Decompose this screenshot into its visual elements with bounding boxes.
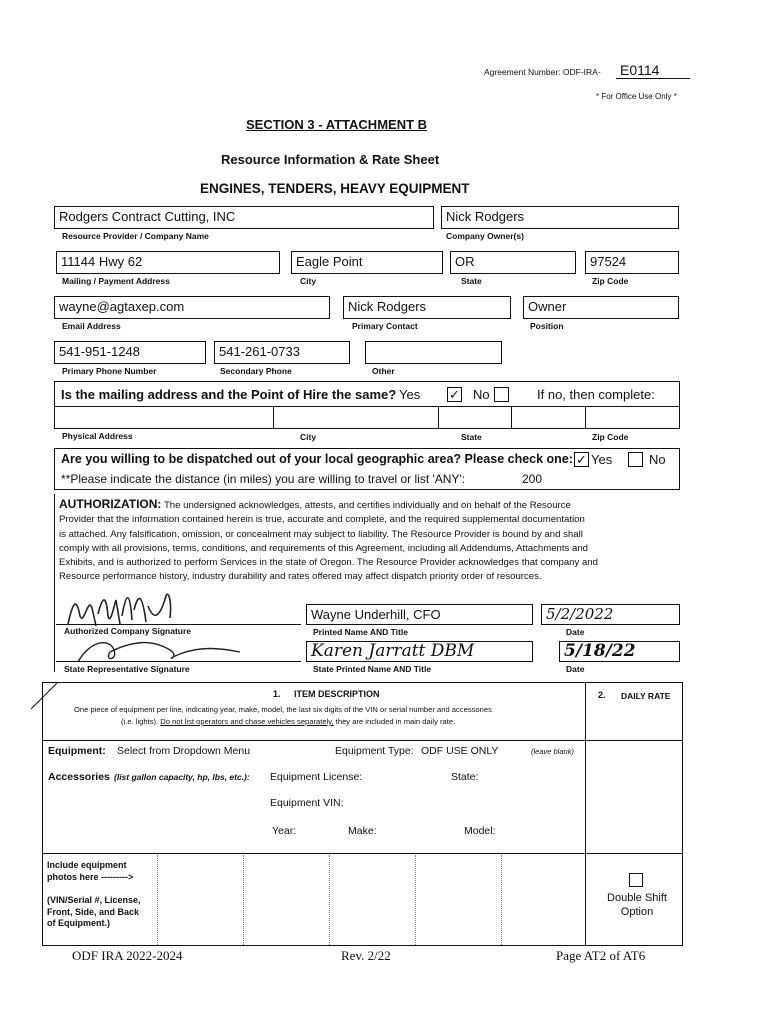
agreement-number-label: Agreement Number: ODF-IRA- [484, 67, 601, 77]
zip-label: Zip Code [592, 276, 629, 286]
physical-state-label: State [461, 432, 482, 442]
owner-field[interactable]: Nick Rodgers [441, 206, 679, 229]
photos-line-3: (VIN/Serial #, License, [47, 895, 141, 905]
authorization-line-4: comply with all provisions, terms, conditions, and requirements of this Agreement, including all Addendums, Attachments and [59, 542, 588, 554]
double-shift-line-1: Double Shift [607, 892, 667, 904]
dispatch-no-checkbox[interactable] [628, 452, 643, 467]
dispatch-question: Are you willing to be dispatched out of your local geographic area? Please check one: [61, 452, 573, 466]
photos-line-2: photos here ---------> [47, 871, 134, 882]
equipment-select[interactable]: Select from Dropdown Menu [117, 745, 251, 757]
photo-slot-divider [415, 855, 416, 945]
agreement-number-value[interactable]: E0114 [620, 62, 660, 78]
photos-instructions [47, 860, 141, 930]
double-shift-checkbox[interactable] [629, 873, 643, 887]
item-number: 1. [273, 689, 281, 699]
corner-stroke [29, 681, 59, 711]
authorization-line-1: The undersigned acknowledges, attests, and certifies individually and on behalf of the Resource [163, 500, 571, 511]
company-date-label: Date [566, 627, 585, 637]
physical-city-label: City [300, 432, 317, 442]
accessories-hint: (list gallon capacity, hp, lbs, etc.): [114, 772, 250, 782]
item-desc-post: they are included in main daily rate. [335, 717, 456, 726]
printed-name-label: Printed Name AND Title [313, 627, 408, 637]
state-date-label: Date [566, 664, 585, 674]
printed-name-field[interactable]: Wayne Underhill, CFO [306, 604, 533, 625]
state-signature-label: State Representative Signature [64, 664, 190, 674]
double-shift-line-2: Option [620, 906, 654, 918]
photo-slot-divider [501, 855, 502, 945]
office-use-note: * For Office Use Only * [596, 92, 677, 101]
primary-phone-field[interactable]: 541-951-1248 [54, 341, 206, 364]
authorization-line-3: is attached. Any falsification, omission, or concealment may subject to liability. The Resource Provider is bound by and shall [59, 528, 583, 540]
photos-line-1: Include equipment [47, 860, 127, 870]
distance-note: **Please indicate the distance (in miles) you are willing to travel or list 'ANY': [61, 472, 466, 486]
rate-heading: DAILY RATE [621, 691, 671, 701]
city-label: City [300, 276, 317, 286]
equipment-vin-label[interactable]: Equipment VIN: [270, 797, 344, 809]
state-date-field[interactable]: 5/18/22 [559, 641, 680, 662]
footer-right: Page AT2 of AT6 [556, 948, 646, 963]
secondary-phone-label: Secondary Phone [220, 366, 292, 376]
company-name-label: Resource Provider / Company Name [62, 231, 209, 241]
point-of-hire-no-label: No [473, 387, 490, 402]
year-label[interactable]: Year: [272, 825, 297, 837]
dispatch-no-label: No [649, 452, 666, 467]
mailing-address-label: Mailing / Payment Address [62, 276, 170, 286]
equipment-label: Equipment: [48, 745, 106, 757]
authorization-line-5: Exhibits, and is authorized to perform Services in the state of Oregon. The Resource Provider acknowledges that company and [59, 557, 598, 569]
authorization-block [54, 497, 680, 587]
item-desc-underlined: Do not list operators and chase vehicles separately, [160, 717, 334, 726]
dispatch-yes-label: Yes [591, 452, 613, 467]
email-label: Email Address [62, 321, 121, 331]
company-date-field[interactable]: 5/2/2022 [541, 604, 680, 625]
footer-left: ODF IRA 2022-2024 [72, 948, 183, 963]
physical-address-divider [273, 406, 274, 428]
dispatch-section [54, 448, 680, 490]
state-label: State [461, 276, 482, 286]
item-heading: ITEM DESCRIPTION [294, 689, 380, 699]
point-of-hire-section [54, 381, 680, 429]
point-of-hire-question: Is the mailing address and the Point of Hire the same? [61, 387, 397, 402]
accessories-label: Accessories [48, 771, 110, 783]
authorization-line-6: Resource performance history, industry durability and rates offered may affect dispatch priority order of resources. [59, 571, 542, 583]
owner-label: Company Owner(s) [446, 231, 524, 241]
authorization-line-2: Provider that the information contained herein is true, accurate and complete, and the required supplemental documentation [59, 514, 585, 526]
point-of-hire-no-checkbox[interactable] [494, 387, 509, 402]
item-desc-line-2 [121, 717, 455, 726]
position-label: Position [530, 321, 564, 331]
secondary-phone-field[interactable]: 541-261-0733 [214, 341, 350, 364]
point-of-hire-yes-checkbox[interactable]: ✓ [447, 387, 462, 402]
city-field[interactable]: Eagle Point [291, 251, 443, 274]
item-table [42, 682, 683, 946]
leave-blank-note: (leave blank) [531, 747, 574, 756]
item-desc-pre: (i.e. lights). [121, 717, 159, 726]
physical-address-label: Physical Address [62, 431, 133, 441]
agreement-number-row [484, 62, 690, 80]
double-shift-label [591, 891, 683, 919]
item-desc-line-1: One piece of equipment per line, indicating year, make, model, the last six digits of the VIN or serial number and accessories [74, 705, 492, 714]
primary-phone-label: Primary Phone Number [62, 366, 157, 376]
point-of-hire-yes-label: Yes [399, 387, 421, 402]
state-field[interactable]: OR [450, 251, 576, 274]
footer-center: Rev. 2/22 [341, 948, 391, 963]
make-label[interactable]: Make: [348, 825, 377, 837]
photo-slot-divider [157, 855, 158, 945]
physical-zip-label: Zip Code [592, 432, 629, 442]
distance-value[interactable]: 200 [522, 472, 543, 486]
photo-slot-divider [243, 855, 244, 945]
company-name-field[interactable]: Rodgers Contract Cutting, INC [54, 206, 434, 229]
email-field[interactable]: wayne@agtaxep.com [54, 296, 330, 319]
subtitle: Resource Information & Rate Sheet [221, 152, 440, 167]
photo-slot-divider [329, 855, 330, 945]
equipment-type-label: Equipment Type: [335, 745, 414, 757]
company-signature-label: Authorized Company Signature [64, 626, 192, 636]
mailing-address-field[interactable]: 11144 Hwy 62 [56, 251, 280, 274]
state-printed-name-field[interactable]: Karen Jarratt DBM [306, 641, 533, 662]
state-printed-name-label: State Printed Name AND Title [313, 664, 432, 674]
model-label[interactable]: Model: [464, 825, 496, 837]
equipment-type-value: ODF USE ONLY [421, 745, 499, 757]
other-label: Other [372, 366, 395, 376]
photos-line-5: of Equipment.) [47, 918, 110, 928]
position-field[interactable]: Owner [523, 296, 679, 319]
authorization-heading: AUTHORIZATION: [59, 497, 162, 511]
license-state-label[interactable]: State: [451, 771, 479, 783]
primary-contact-label: Primary Contact [352, 321, 418, 331]
other-field[interactable] [365, 341, 502, 364]
equipment-license-label[interactable]: Equipment License: [270, 771, 363, 783]
category-title: ENGINES, TENDERS, HEAVY EQUIPMENT [200, 181, 470, 196]
section-title: SECTION 3 - ATTACHMENT B [246, 117, 428, 132]
dispatch-yes-checkbox[interactable]: ✓ [574, 452, 589, 467]
zip-field[interactable]: 97524 [585, 251, 679, 274]
rate-number: 2. [598, 690, 606, 700]
photos-line-4: Front, Side, and Back [47, 906, 140, 917]
primary-contact-field[interactable]: Nick Rodgers [343, 296, 511, 319]
point-of-hire-if-no: If no, then complete: [537, 387, 655, 402]
